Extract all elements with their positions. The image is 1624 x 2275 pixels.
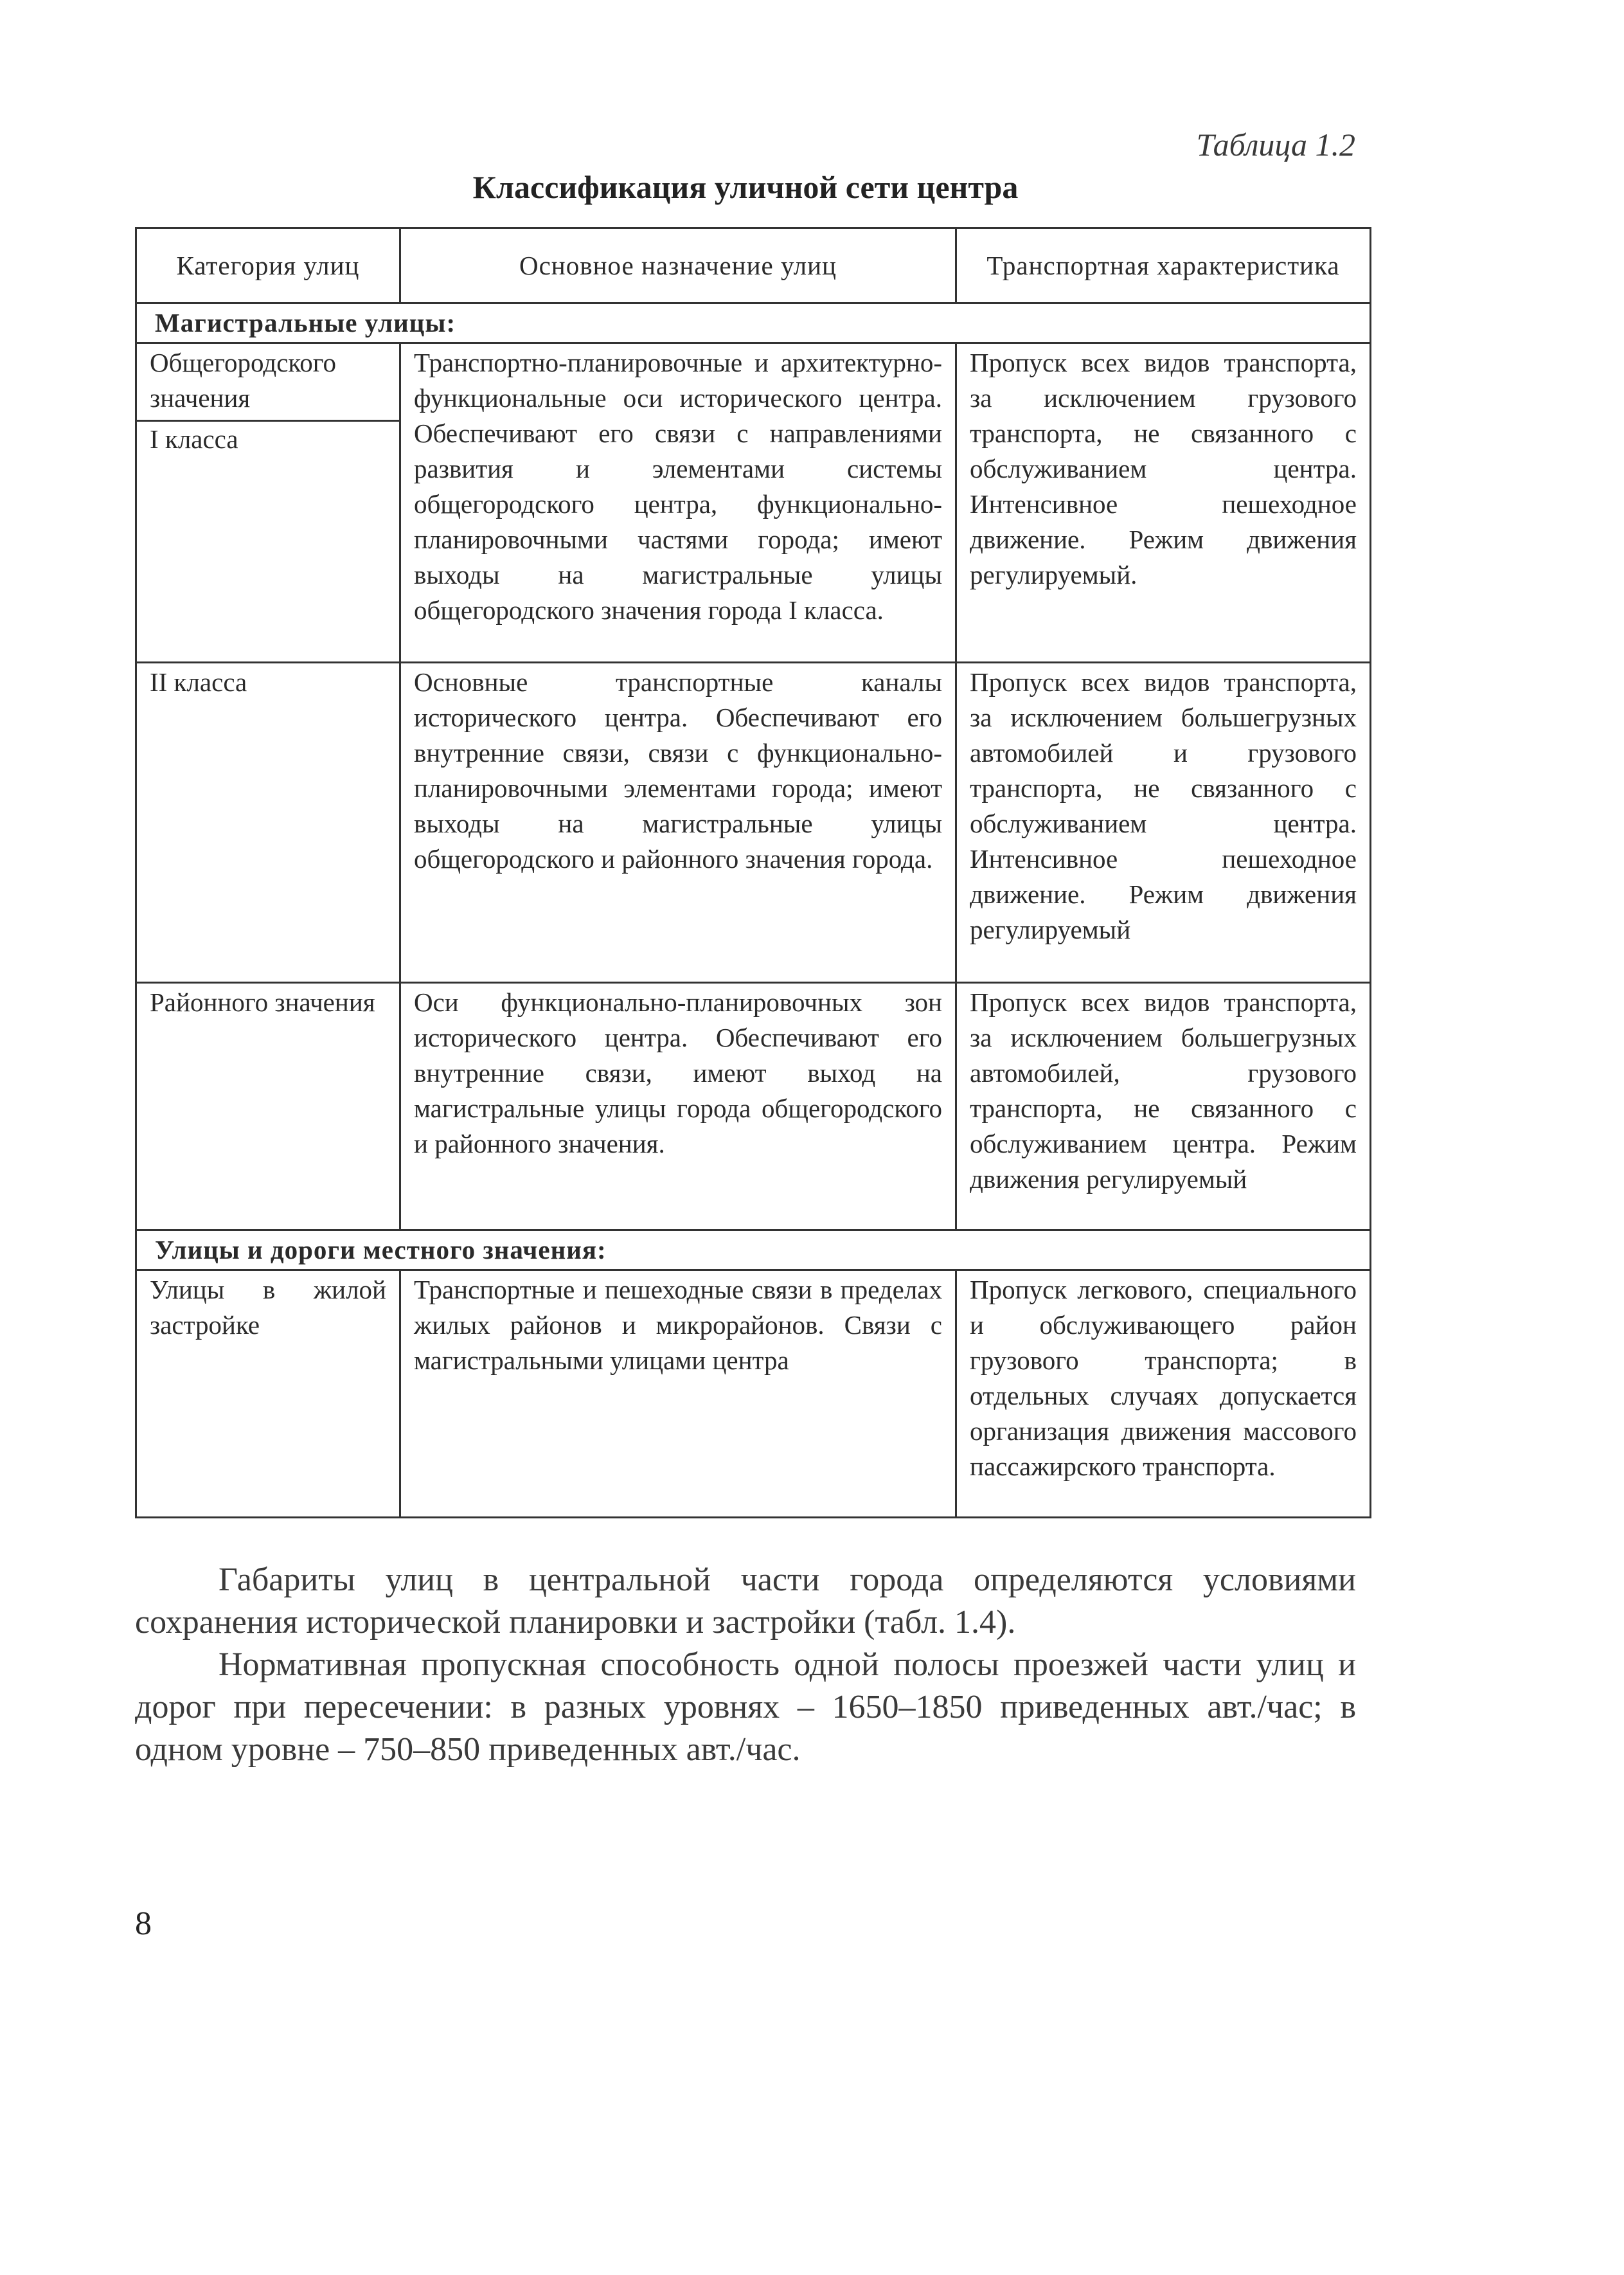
purpose-cell: Оси функционально-планировочных зон исторического центра. Обеспечивают его внутренние связи, имеют выход на магистральные улицы города общегородского и районного значения. [400, 983, 956, 1230]
category-label: Общегородского значения [150, 348, 337, 413]
paragraph: Нормативная пропускная способность одной полосы проезжей части улиц и дорог при пересечении: в разных уровнях – 1650–1850 приведенных авт./час; в одном уровне – 750–850 приведенных авт./час. [135, 1646, 1356, 1768]
street-classification-table [135, 227, 1371, 1518]
header-transport: Транспортная характеристика [956, 228, 1371, 303]
table-number-label: Таблица 1.2 [1196, 127, 1355, 163]
paragraph: Габариты улиц в центральной части города определяются условиями сохранения исторической планировки и застройки (табл. 1.4). [135, 1561, 1356, 1641]
section-title-local-streets: Улицы и дороги местного значения: [136, 1230, 1371, 1270]
table-row [136, 663, 1371, 983]
category-cell: Улицы в жилой застройке [136, 1270, 400, 1518]
transport-cell: Пропуск всех видов транспорта, за исключением большегрузных автомобилей и грузового транспорта, не связанного с обслуживанием центра. Интенсивное пешеходное движение. Режим движения регулируемый [956, 663, 1371, 983]
table-header-row [136, 228, 1371, 303]
category-cell: II класса [136, 663, 400, 983]
transport-cell: Пропуск всех видов транспорта, за исключением большегрузных автомобилей, грузового транспорта, не связанного с обслуживанием центра. Режим движения регулируемый [956, 983, 1371, 1230]
purpose-cell: Транспортно-планировочные и архитектурно-функциональные оси исторического центра. Обеспечивают его связи с направлениями развития и элементами системы общегородского центра, функционально-планировочными частями города; имеют выходы на магистральные улицы общегородского значения города I класса. [400, 343, 956, 663]
body-text [135, 1559, 1356, 1771]
table-row [136, 1270, 1371, 1518]
table-row [136, 343, 1371, 663]
category-cell: Районного значения [136, 983, 400, 1230]
section-row-local-streets [136, 1230, 1371, 1270]
table-title: Классификация уличной сети центра [472, 169, 1019, 205]
table-row [136, 983, 1371, 1230]
category-cell [136, 343, 400, 663]
header-purpose: Основное назначение улиц [400, 228, 956, 303]
purpose-cell: Основные транспортные каналы исторического центра. Обеспечивают его внутренние связи, связи с функционально-планировочными элементами города; имеют выходы на магистральные улицы общегородского и районного значения города. [400, 663, 956, 983]
transport-cell: Пропуск легкового, специального и обслуживающего район грузового транспорта; в отдельных случаях допускается организация движения массового пассажирского транспорта. [956, 1270, 1371, 1518]
transport-cell: Пропуск всех видов транспорта, за исключением грузового транспорта, не связанного с обслуживанием центра. Интенсивное пешеходное движение. Режим движения регулируемый. [956, 343, 1371, 663]
purpose-cell: Транспортные и пешеходные связи в пределах жилых районов и микрорайонов. Связи с магистральными улицами центра [400, 1270, 956, 1518]
section-row-main-streets [136, 303, 1371, 343]
section-title-main-streets: Магистральные улицы: [136, 303, 1371, 343]
header-category: Категория улиц [136, 228, 400, 303]
category-sublabel: I класса [137, 420, 399, 457]
page-number: 8 [135, 1905, 152, 1942]
